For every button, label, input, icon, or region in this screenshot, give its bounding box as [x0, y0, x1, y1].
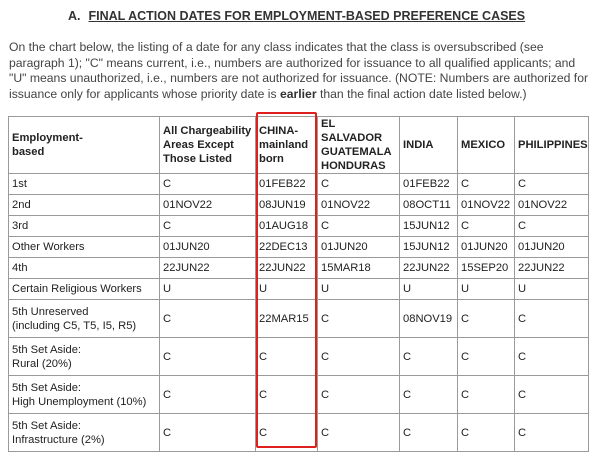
column-header [515, 117, 589, 174]
table-row [9, 338, 589, 376]
date-cell: U [160, 279, 256, 300]
row-label-line: 1st [12, 178, 27, 190]
intro-bold-word: earlier [279, 86, 317, 101]
intro-paragraph [9, 40, 593, 102]
date-cell: C [318, 300, 400, 338]
date-cell: 01NOV22 [160, 195, 256, 216]
column-header [318, 117, 400, 174]
date-cell: 01JUN20 [160, 237, 256, 258]
table-header-row [9, 117, 589, 174]
date-cell: 01NOV22 [318, 195, 400, 216]
date-cell: 15MAR18 [318, 258, 400, 279]
date-cell: C [458, 414, 515, 452]
row-label [9, 414, 160, 452]
row-label-line: 4th [12, 262, 28, 274]
table-row [9, 300, 589, 338]
date-cell: C [458, 216, 515, 237]
row-label [9, 376, 160, 414]
column-header-line: Areas Except [163, 139, 234, 151]
table-row [9, 258, 589, 279]
date-cell: 01JUN20 [458, 237, 515, 258]
column-header-line: born [259, 153, 284, 165]
date-cell: C [318, 216, 400, 237]
row-label-line: Rural (20%) [12, 357, 72, 370]
row-label-line: (including C5, T5, I5, R5) [12, 319, 137, 332]
section-heading [68, 9, 525, 23]
date-cell: C [400, 338, 458, 376]
column-header-line: PHILIPPINES [518, 139, 588, 151]
date-cell: C [318, 174, 400, 195]
date-cell: C [160, 338, 256, 376]
date-cell: 22MAR15 [256, 300, 318, 338]
column-header-line: based [12, 146, 45, 158]
row-label [9, 300, 160, 338]
row-label-line: 5th Unreserved [12, 305, 89, 318]
table-row [9, 216, 589, 237]
table-row [9, 195, 589, 216]
date-cell: C [160, 376, 256, 414]
date-cell: 15JUN12 [400, 216, 458, 237]
section-title: FINAL ACTION DATES FOR EMPLOYMENT-BASED PREFERENCE CASES [88, 9, 526, 23]
date-cell: C [256, 338, 318, 376]
date-cell: U [400, 279, 458, 300]
row-label-line: Infrastructure (2%) [12, 433, 105, 446]
row-label-line: High Unemployment (10%) [12, 395, 147, 408]
date-cell: 01AUG18 [256, 216, 318, 237]
date-cell: C [458, 338, 515, 376]
date-cell: 15JUN12 [400, 237, 458, 258]
column-header [458, 117, 515, 174]
date-cell: 22DEC13 [256, 237, 318, 258]
table-row [9, 279, 589, 300]
row-label-line: 5th Set Aside: [12, 381, 82, 394]
column-header [256, 117, 318, 174]
column-header-line: Employment- [12, 132, 83, 144]
date-cell: 22JUN22 [400, 258, 458, 279]
column-header [160, 117, 256, 174]
intro-text-before: On the chart below, the listing of a date for any class indicates that the class is oversubscribed (see paragraph 1); "C" means current, i.e., numbers are authorized for issuance to all qualified applicants; and "U" means unauthorized, i.e., numbers are not authorized for issuance. (NOTE: Numbers are authorized for issuance only for applicants whose priority date is [9, 40, 589, 101]
table-row [9, 376, 589, 414]
date-cell: 22JUN22 [256, 258, 318, 279]
date-cell: C [515, 338, 589, 376]
date-cell: C [318, 414, 400, 452]
date-cell: 08JUN19 [256, 195, 318, 216]
column-header [400, 117, 458, 174]
date-cell: 01NOV22 [458, 195, 515, 216]
date-cell: 22JUN22 [515, 258, 589, 279]
column-header-line: Those Listed [163, 153, 232, 165]
column-header-line: mainland [259, 139, 309, 151]
date-cell: U [458, 279, 515, 300]
date-cell: U [318, 279, 400, 300]
date-cell: C [318, 338, 400, 376]
final-action-dates-table [8, 116, 589, 452]
row-label-line: 2nd [12, 199, 31, 211]
column-header-line: MEXICO [461, 139, 506, 151]
row-label [9, 216, 160, 237]
row-label [9, 174, 160, 195]
date-cell: C [160, 300, 256, 338]
date-cell: 01NOV22 [515, 195, 589, 216]
column-header-line: CHINA- [259, 125, 299, 137]
date-cell: 08NOV19 [400, 300, 458, 338]
date-cell: 01JUN20 [318, 237, 400, 258]
date-cell: C [515, 300, 589, 338]
date-cell: 01JUN20 [515, 237, 589, 258]
date-cell: 22JUN22 [160, 258, 256, 279]
date-cell: C [515, 414, 589, 452]
row-label [9, 195, 160, 216]
column-header-line: HONDURAS [321, 160, 386, 172]
row-label [9, 338, 160, 376]
table-row [9, 174, 589, 195]
row-label [9, 258, 160, 279]
date-cell: 01FEB22 [256, 174, 318, 195]
date-cell: C [515, 216, 589, 237]
date-cell: C [256, 376, 318, 414]
column-header-line: GUATEMALA [321, 146, 392, 158]
date-cell: C [400, 376, 458, 414]
date-cell: C [400, 414, 458, 452]
date-cell: C [256, 414, 318, 452]
row-label-line: 5th Set Aside: [12, 419, 82, 432]
date-cell: C [318, 376, 400, 414]
row-label-line: 5th Set Aside: [12, 343, 82, 356]
date-cell: C [458, 376, 515, 414]
date-cell: 01FEB22 [400, 174, 458, 195]
date-cell: U [515, 279, 589, 300]
date-cell: C [458, 300, 515, 338]
date-cell: C [160, 414, 256, 452]
row-label [9, 237, 160, 258]
column-header-line: INDIA [403, 139, 434, 151]
date-cell: C [160, 216, 256, 237]
date-cell: 08OCT11 [400, 195, 458, 216]
column-header [9, 117, 160, 174]
row-label-line: 3rd [12, 220, 29, 232]
date-cell: C [515, 174, 589, 195]
date-cell: C [458, 174, 515, 195]
row-label [9, 279, 160, 300]
table-row [9, 414, 589, 452]
section-letter: A. [68, 9, 81, 23]
column-header-line: EL SALVADOR [321, 118, 383, 144]
date-cell: U [256, 279, 318, 300]
column-header-line: All Chargeability [163, 125, 252, 137]
row-label-line: Other Workers [12, 241, 85, 253]
date-cell: C [515, 376, 589, 414]
table-row [9, 237, 589, 258]
date-cell: C [160, 174, 256, 195]
row-label-line: Certain Religious Workers [12, 283, 142, 295]
date-cell: 15SEP20 [458, 258, 515, 279]
intro-text-after: than the final action date listed below.) [316, 86, 527, 101]
